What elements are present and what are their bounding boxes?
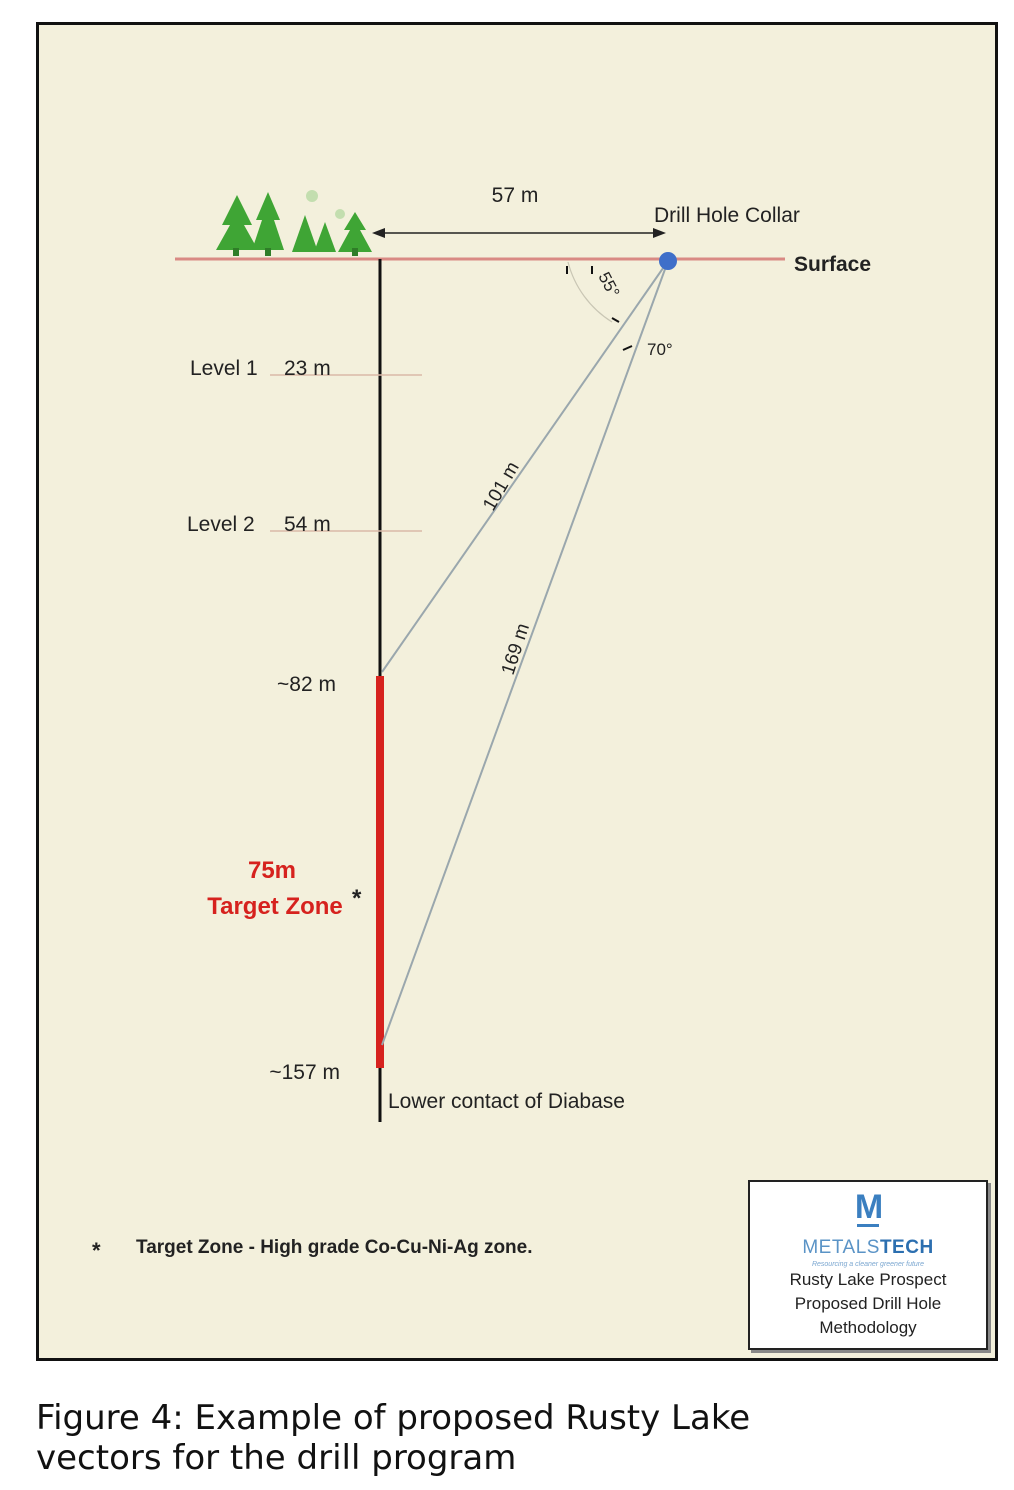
- level1-depth: 23 m: [284, 357, 331, 380]
- figure-caption: [36, 1398, 996, 1478]
- collar-label: Drill Hole Collar: [654, 204, 800, 227]
- angle-70-label: 70°: [647, 340, 673, 359]
- lower-contact-label: Lower contact of Diabase: [388, 1090, 625, 1113]
- distance-arrow: [372, 228, 666, 238]
- level2-depth: 54 m: [284, 513, 331, 536]
- drill-collar-marker: [659, 252, 677, 270]
- logo-tagline: Resourcing a cleaner greener future: [811, 1261, 925, 1268]
- drill-path-55: [382, 261, 668, 672]
- level2-name: Level 2: [187, 513, 255, 536]
- depth-157-label: ~157 m: [269, 1061, 340, 1084]
- logo-line-3: Methodology: [819, 1318, 917, 1337]
- hole1-length-label: 101 m: [479, 458, 524, 515]
- legend-marker: *: [92, 1238, 101, 1263]
- angle-55-label: 55°: [594, 268, 624, 301]
- legend-text: Target Zone - High grade Co-Cu-Ni-Ag zone.: [136, 1237, 533, 1258]
- target-size-label: 75m: [247, 857, 297, 884]
- metalstech-logo-icon: M: [854, 1188, 882, 1226]
- logo-name-part-a: METALS: [802, 1237, 880, 1258]
- logo-line-1: Rusty Lake Prospect: [789, 1270, 947, 1289]
- logo-name-part-b: TECH: [879, 1237, 934, 1258]
- logo-box: [748, 1180, 988, 1350]
- tree-icon: [216, 190, 372, 256]
- target-marker: *: [352, 885, 362, 912]
- hole2-length-label: 169 m: [497, 620, 535, 678]
- surface-label: Surface: [794, 253, 872, 276]
- caption-line-1: Figure 4: Example of proposed Rusty Lake: [36, 1398, 751, 1438]
- target-zone-label: Target Zone: [207, 893, 343, 920]
- logo-name: [750, 1237, 986, 1259]
- logo-line-2: Proposed Drill Hole: [794, 1294, 942, 1313]
- depth-82-label: ~82 m: [277, 673, 336, 696]
- caption-line-2: vectors for the drill program: [36, 1438, 517, 1478]
- level1-name: Level 1: [190, 357, 258, 380]
- distance-label: 57 m: [491, 184, 539, 207]
